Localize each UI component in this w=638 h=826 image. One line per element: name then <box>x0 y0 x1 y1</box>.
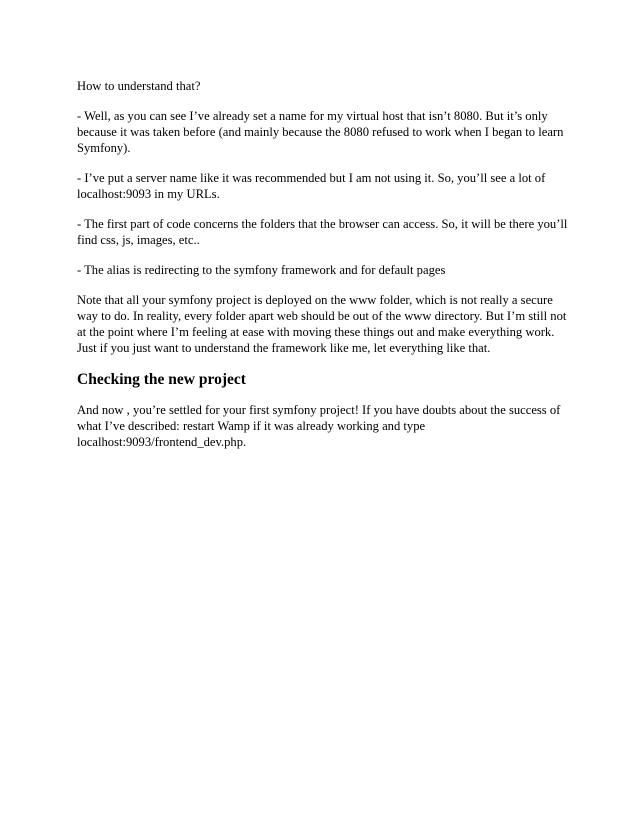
document-body <box>77 78 573 464</box>
paragraph-intro-question: How to understand that? <box>77 79 201 93</box>
paragraph-note-www: Note that all your symfony project is deployed on the www folder, which is not really a secure way to do. In reality, every folder apart web should be out of the www directory. But I’m still not at the point where I’m feeling at ease with moving these things out and make everything work. Just if you just want to understand the framework like me, let everything like that. <box>77 293 567 355</box>
paragraph-folders: - The first part of code concerns the folders that the browser can access. So, it will be there you’ll find css, js, images, etc.. <box>77 217 568 247</box>
section-heading: Checking the new project <box>77 371 246 388</box>
paragraph-alias: - The alias is redirecting to the symfony framework and for default pages <box>77 263 446 277</box>
paragraph-server-name: - I’ve put a server name like it was recommended but I am not using it. So, you’ll see a lot of localhost:9093 in my URLs. <box>77 171 546 201</box>
paragraph-checking-project: And now , you’re settled for your first symfony project! If you have doubts about the success of what I’ve described: restart Wamp if it was already working and type localhost:9093/frontend_dev.php. <box>77 403 561 449</box>
paragraph-virtual-host: - Well, as you can see I’ve already set a name for my virtual host that isn’t 8080. But it’s only because it was taken before (and mainly because the 8080 refused to work when I began to learn Symfony). <box>77 109 564 155</box>
